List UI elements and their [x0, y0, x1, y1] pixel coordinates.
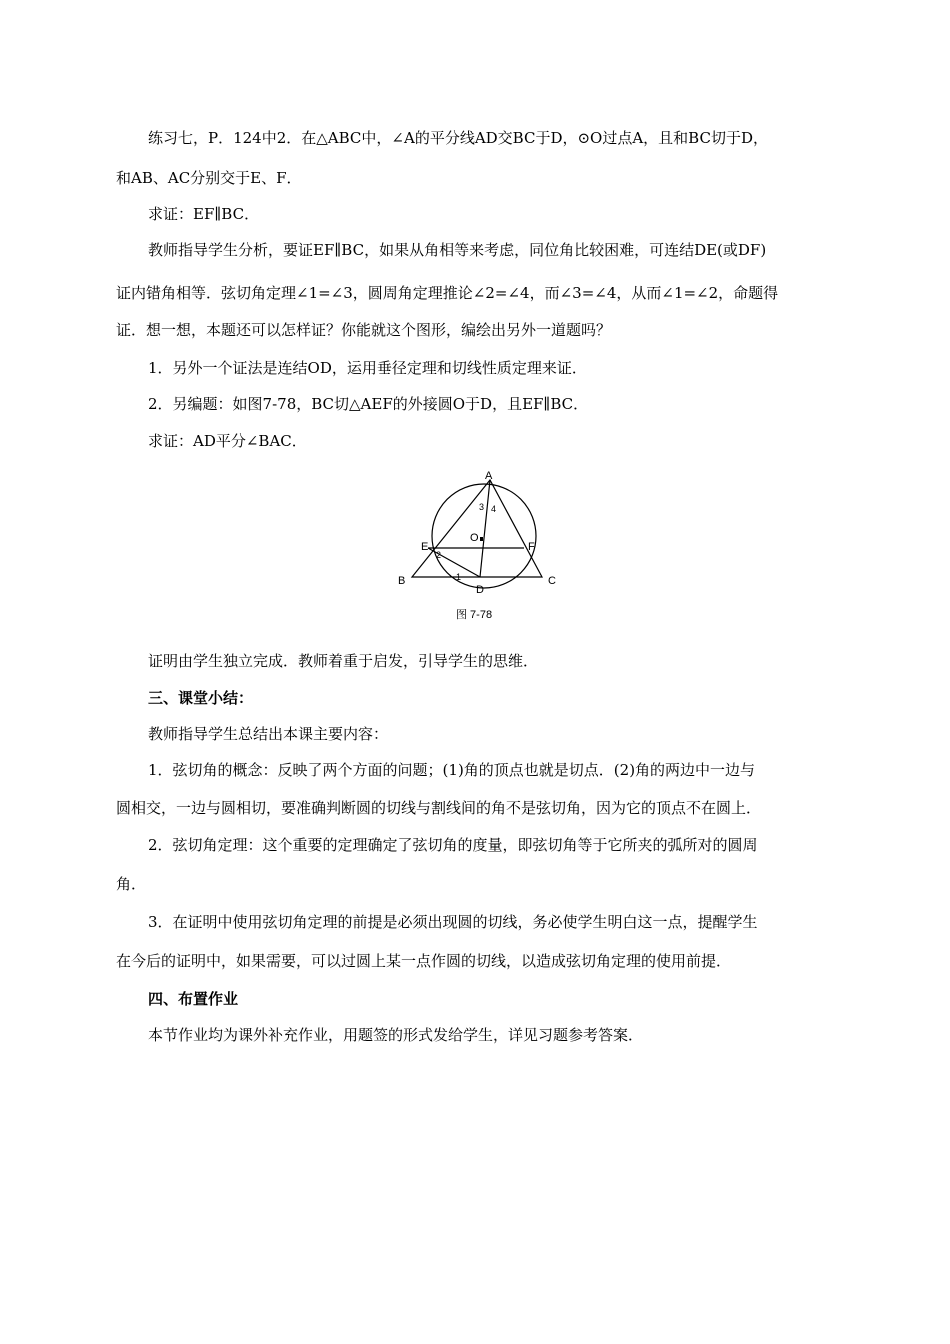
triangle-abc [412, 480, 542, 577]
label-angle-3: 3 [479, 502, 485, 512]
paragraph-method-1: 1．另外一个证法是连结OD，运用垂径定理和切线性质定理来证． [148, 359, 587, 377]
paragraph-analysis-line2: 证内错角相等．弦切角定理∠1=∠3，圆周角定理推论∠2=∠4，而∠3=∠4，从而∠1=∠2，命题得 [116, 284, 779, 302]
label-O: O [470, 532, 479, 544]
paragraph-summary-2-line1: 2．弦切角定理：这个重要的定理确定了弦切角的度量，即弦切角等于它所夹的弧所对的圆周 [148, 836, 758, 854]
paragraph-method-2: 2．另编题：如图7-78，BC切△AEF的外接圆O于D，且EF∥BC． [148, 395, 589, 413]
paragraph-summary-3-line2: 在今后的证明中，如果需要，可以过圆上某一点作圆的切线，以造成弦切角定理的使用前提． [116, 952, 732, 970]
paragraph-summary-intro: 教师指导学生总结出本课主要内容： [148, 725, 389, 743]
paragraph-summary-1-line1: 1．弦切角的概念：反映了两个方面的问题；(1)角的顶点也就是切点．(2)角的两边中一边与 [148, 761, 756, 779]
paragraph-proof-note: 证明由学生独立完成．教师着重于启发，引导学生的思维． [148, 652, 539, 670]
paragraph-homework: 本节作业均为课外补充作业，用题签的形式发给学生，详见习题参考答案． [148, 1026, 644, 1044]
label-B: B [398, 575, 406, 587]
section-heading-summary: 三、课堂小结： [148, 689, 254, 707]
label-angle-4: 4 [491, 504, 497, 514]
paragraph-analysis-line3: 证．想一想，本题还可以怎样证？你能就这个图形，编绘出另外一道题吗？ [116, 321, 612, 339]
figure-svg [394, 470, 562, 630]
center-dot [480, 537, 483, 541]
label-D: D [476, 584, 484, 596]
label-angle-1: 1 [456, 572, 462, 582]
paragraph-analysis-line1: 教师指导学生分析，要证EF∥BC，如果从角相等来考虑，同位角比较困难，可连结DE(或DF) [148, 241, 767, 259]
segment-ad [480, 480, 490, 577]
label-angle-2: 2 [436, 550, 442, 560]
label-E: E [421, 541, 429, 553]
paragraph-summary-3-line1: 3．在证明中使用弦切角定理的前提是必须出现圆的切线，务必使学生明白这一点，提醒学生 [148, 913, 758, 931]
figure-caption: 图 7-78 [456, 609, 493, 621]
paragraph-prove-2: 求证：AD平分∠BAC． [148, 432, 307, 450]
paragraph-prove-1: 求证：EF∥BC． [148, 205, 260, 223]
label-A: A [485, 470, 493, 482]
paragraph-summary-2-line2: 角． [116, 875, 147, 893]
geometry-figure [394, 470, 562, 630]
label-F: F [528, 541, 535, 553]
section-heading-homework: 四、布置作业 [148, 990, 239, 1008]
paragraph-exercise-line2: 和AB、AC分别交于E、F． [116, 169, 302, 187]
paragraph-summary-1-line2: 圆相交，一边与圆相切，要准确判断圆的切线与割线间的角不是弦切角，因为它的顶点不在圆上． [116, 799, 762, 817]
paragraph-exercise-line1: 练习七，P．124中2．在△ABC中，∠A的平分线AD交BC于D，⊙O过点A，且和BC切于D， [148, 129, 768, 147]
label-C: C [548, 575, 556, 587]
